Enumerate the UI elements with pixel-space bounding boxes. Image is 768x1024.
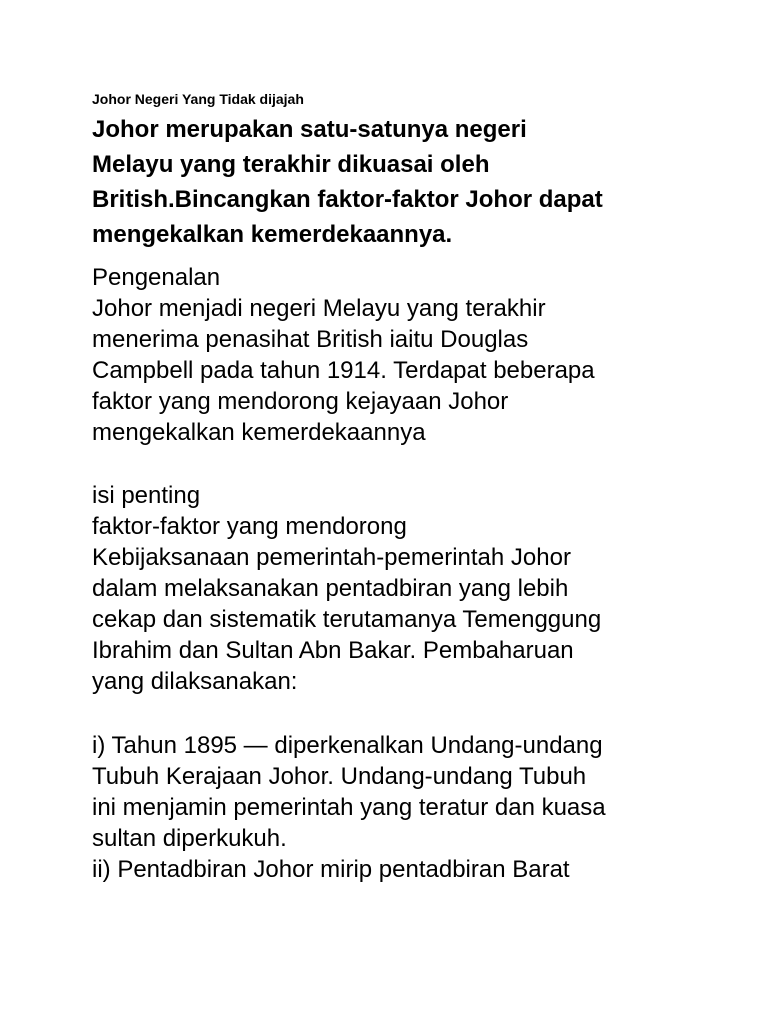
content-line: yang dilaksanakan:: [92, 668, 298, 695]
content-line: dalam melaksanakan pentadbiran yang lebih: [92, 575, 569, 602]
list-line: ini menjamin pemerintah yang teratur dan kuasa: [92, 794, 606, 821]
list-line: sultan diperkukuh.: [92, 825, 287, 852]
content-line: cekap dan sistematik terutamanya Temenggung: [92, 606, 602, 633]
heading-line: Johor merupakan satu-satunya negeri: [92, 116, 527, 143]
content-line: Kebijaksanaan pemerintah-pemerintah Johor: [92, 544, 571, 571]
content-line: Ibrahim dan Sultan Abn Bakar. Pembaharuan: [92, 637, 574, 664]
intro-line: mengekalkan kemerdekaannya: [92, 419, 426, 446]
question-heading: [92, 112, 732, 252]
content-section: [92, 480, 732, 697]
heading-line: British.Bincangkan faktor-faktor Johor dapat: [92, 186, 603, 213]
intro-line: faktor yang mendorong kejayaan Johor: [92, 388, 509, 415]
intro-section: [92, 262, 732, 448]
heading-line: Melayu yang terakhir dikuasai oleh: [92, 151, 490, 178]
intro-line: Campbell pada tahun 1914. Terdapat beberapa: [92, 357, 595, 384]
intro-line: Johor menjadi negeri Melayu yang terakhir: [92, 295, 546, 322]
list-line: i) Tahun 1895 — diperkenalkan Undang-undang: [92, 732, 603, 759]
content-sublabel: faktor-faktor yang mendorong: [92, 513, 407, 540]
content-label: isi penting: [92, 482, 201, 509]
list-line: ii) Pentadbiran Johor mirip pentadbiran Barat: [92, 856, 570, 883]
intro-label: Pengenalan: [92, 264, 221, 291]
heading-line: mengekalkan kemerdekaannya.: [92, 221, 453, 248]
list-line: Tubuh Kerajaan Johor. Undang-undang Tubuh: [92, 763, 587, 790]
document-small-title: Johor Negeri Yang Tidak dijajah: [92, 91, 304, 107]
intro-line: menerima penasihat British iaitu Douglas: [92, 326, 529, 353]
reform-list: [92, 730, 732, 885]
